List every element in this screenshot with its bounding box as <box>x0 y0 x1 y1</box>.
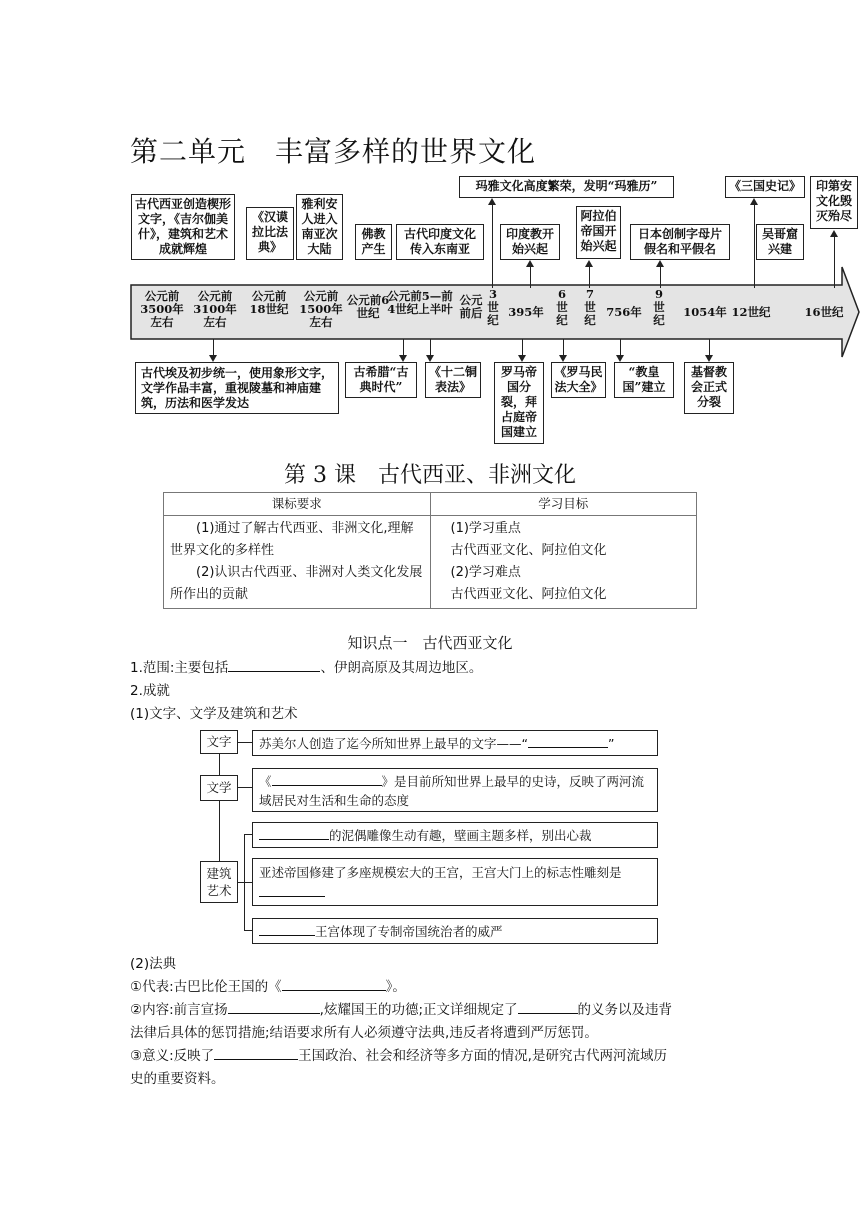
row-writing: 苏美尔人创造了迄今所知世界上最早的文字——“ ” <box>252 730 658 756</box>
table-cell <box>164 516 431 609</box>
row-clay-statues: 的泥偶雕像生动有趣，壁画主题多样，别出心裁 <box>252 822 658 848</box>
table-header: 学习目标 <box>430 493 697 516</box>
event-egypt: 古代埃及初步统一，使用象形文字，文学作品丰富，重视陵墓和神庙建筑，历法和医学发达 <box>135 362 339 414</box>
event-maya: 玛雅文化高度繁荣，发明“玛雅历” <box>459 176 674 198</box>
date-label: 公元前5—前4世纪上半叶 <box>387 289 453 316</box>
law-content-cont: 法律后具体的惩罚措施;结语要求所有人必须遵守法典,违反者将遭到严厉惩罚。 <box>130 1025 598 1041</box>
blank-field[interactable] <box>259 825 329 840</box>
date-label: 6世纪 <box>556 287 568 327</box>
date-label: 7世纪 <box>584 287 596 327</box>
event-papal-states: “教皇国”建立 <box>614 362 674 398</box>
goal-line: 古代西亚文化、阿拉伯文化 <box>450 587 607 602</box>
date-label: 9世纪 <box>653 287 665 327</box>
unit-title: 第二单元 丰富多样的世界文化 <box>130 135 537 168</box>
blank-field[interactable] <box>259 921 315 936</box>
row-palace-power: 王宫体现了专制帝国统治者的威严 <box>252 918 658 944</box>
event-hammurabi-code: 《汉谟拉比法典》 <box>246 207 294 260</box>
date-label: 公元前1500年左右 <box>299 289 343 329</box>
date-label: 公元前后 <box>459 293 483 320</box>
table-cell <box>430 516 697 609</box>
event-aryans: 雅利安人进入南亚次大陆 <box>296 194 343 260</box>
blank-field[interactable] <box>259 882 325 897</box>
event-buddhism: 佛教产生 <box>355 224 392 260</box>
requirement-1: (1)通过了解古代西亚、非洲文化,理解世界文化的多样性 <box>170 521 414 558</box>
label-literature: 文学 <box>200 775 238 801</box>
sub-heading-1: (1)文字、文学及建筑和艺术 <box>130 706 298 722</box>
date-label: 395年 <box>508 305 544 319</box>
event-roman-split: 罗马帝国分裂，拜占庭帝国建立 <box>494 362 544 444</box>
blank-field[interactable] <box>272 771 382 786</box>
date-label: 公元前3100年左右 <box>193 289 237 329</box>
date-label: 12世纪 <box>731 305 771 319</box>
item-1: 1.范围:主要包括 、伊朗高原及其周边地区。 <box>130 657 482 679</box>
goal-line: (2)学习难点 <box>450 565 521 580</box>
event-angkor-wat: 吴哥窟兴建 <box>756 224 804 260</box>
date-label: 756年 <box>606 305 642 319</box>
date-label: 16世纪 <box>804 305 844 319</box>
event-twelve-tables: 《十二铜表法》 <box>425 362 481 398</box>
label-architecture-art: 建筑艺术 <box>200 861 238 903</box>
event-west-asia: 古代西亚创造楔形文字，《吉尔伽美什》，建筑和艺术成就辉煌 <box>131 194 235 260</box>
event-japan-kana: 日本创制字母片假名和平假名 <box>630 224 730 260</box>
law-significance-cont: 史的重要资料。 <box>130 1071 225 1087</box>
event-hinduism: 印度教开始兴起 <box>500 224 560 260</box>
blank-field[interactable] <box>282 976 386 991</box>
section-title: 知识点一 古代西亚文化 <box>347 634 513 652</box>
blank-field[interactable] <box>528 733 608 748</box>
date-label: 1054年 <box>683 305 727 319</box>
date-label: 公元前18世纪 <box>249 289 289 316</box>
event-church-schism: 基督教会正式分裂 <box>684 362 734 414</box>
event-indian-culture: 印第安文化毁灭殆尽 <box>810 176 858 229</box>
goal-line: 古代西亚文化、阿拉伯文化 <box>450 543 607 558</box>
date-label: 公元前3500年左右 <box>140 289 184 329</box>
blank-field[interactable] <box>518 999 578 1014</box>
event-india-culture-sea: 古代印度文化传入东南亚 <box>396 224 484 260</box>
sub-heading-2: (2)法典 <box>130 956 177 972</box>
blank-field[interactable] <box>228 657 320 672</box>
row-literature: 《 》是目前所知世界上最早的史诗，反映了两河流域居民对生活和生命的态度 <box>252 768 658 812</box>
row-assyria-palace: 亚述帝国修建了多座规模宏大的王宫，王宫大门上的标志性雕刻是 <box>252 858 658 906</box>
goal-line: (1)学习重点 <box>450 521 521 536</box>
event-arab-empire: 阿拉伯帝国开始兴起 <box>576 206 621 259</box>
item-2: 2.成就 <box>130 683 170 699</box>
event-samguk-sagi: 《三国史记》 <box>725 176 805 198</box>
event-corpus-juris: 《罗马民法大全》 <box>551 362 606 398</box>
blank-field[interactable] <box>214 1045 298 1060</box>
date-label: 3世纪 <box>487 287 499 327</box>
requirement-2: (2)认识古代西亚、非洲对人类文化发展所作出的贡献 <box>170 565 423 602</box>
event-classical-greece: 古希腊“古典时代” <box>345 362 417 398</box>
blank-field[interactable] <box>228 999 320 1014</box>
law-content: ②内容:前言宣扬 ,炫耀国王的功德;正文详细规定了 的义务以及违背 <box>130 999 672 1021</box>
law-representative: ①代表:古巴比伦王国的《 》。 <box>130 976 406 998</box>
goals-table <box>163 492 697 609</box>
table-header: 课标要求 <box>164 493 431 516</box>
law-significance: ③意义:反映了 王国政治、社会和经济等多方面的情况,是研究古代两河流域历 <box>130 1045 667 1067</box>
date-label: 公元前6世纪 <box>346 293 390 320</box>
label-writing: 文字 <box>200 730 238 754</box>
lesson-title: 第 3 课 古代西亚、非洲文化 <box>284 463 576 488</box>
